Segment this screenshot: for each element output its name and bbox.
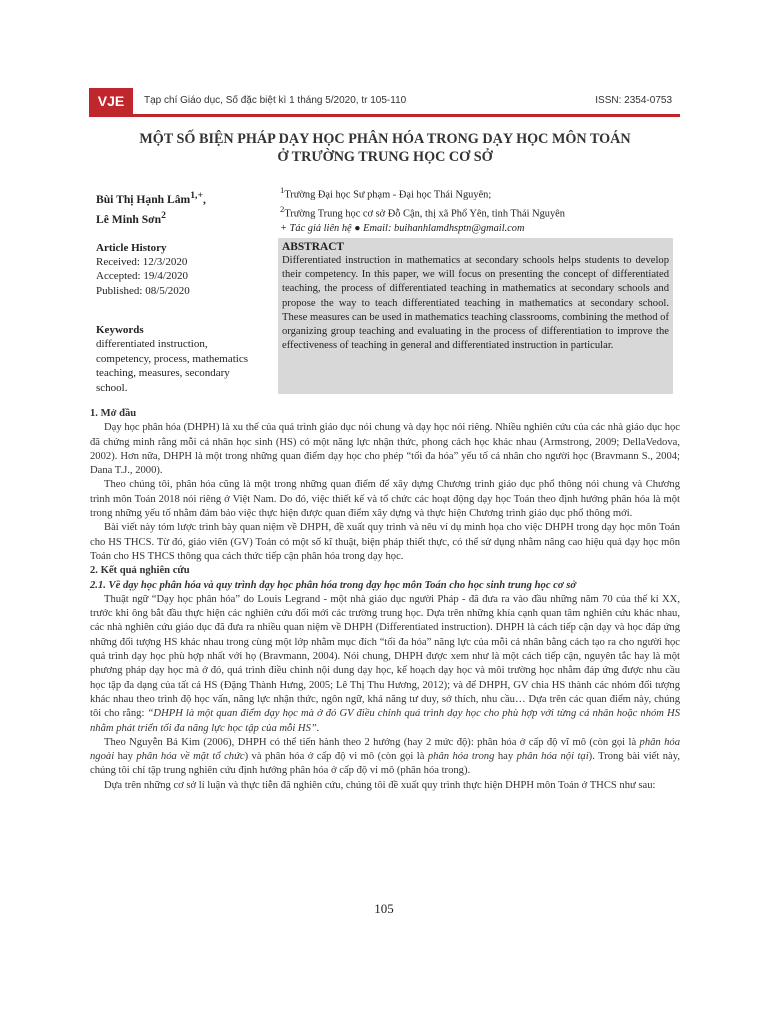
abstract-box	[278, 238, 673, 394]
paragraph: Dựa trên những cơ sở lí luận và thực tiễn đã nghiên cứu, chúng tôi đề xuất quy trình thực hiện DHPH môn Toán ở THCS như sau:	[104, 779, 656, 791]
subsection-heading: 2.1. Về dạy học phân hóa và quy trình dạy học phân hóa trong dạy học môn Toán cho học sinh trung học cơ sở	[90, 579, 577, 591]
journal-citation: Tạp chí Giáo dục, Số đặc biệt kì 1 tháng 5/2020, tr 105-110	[144, 95, 407, 106]
paragraph: Theo Nguyễn Bá Kim (2006), DHPH có thể tiến hành theo 2 hướng (hay 2 mức độ): phân hóa ở cấp độ vĩ mô (còn gọi là phân hóa ngoài hay phân hóa về mặt tổ chức) và phân hóa ở cấp độ vi mô (còn gọi là phân hóa trong hay phân hóa nội tại). Trong bài viết này, chúng tôi chỉ tập trung nghiên cứu định hướng phân hóa ở cấp độ vi mô (phân hóa trong).	[90, 736, 680, 777]
abstract-heading: ABSTRACT	[282, 241, 345, 253]
paragraph: Bài viết này tóm lược trình bày quan niệm về DHPH, đề xuất quy trình và nêu ví dụ minh họa cho việc DHPH trong dạy học môn Toán cho HS THCS. Từ đó, giáo viên (GV) Toán có một số kĩ thuật, biện pháp thiết thực, có thể sử dụng nhằm nâng cao hiệu quả dạy học môn Toán cho HS THCS thông qua cách thức tiếp cận phân hóa trong dạy học.	[90, 522, 680, 562]
section-heading: 1. Mở đầu	[90, 408, 137, 419]
page-number: 105	[374, 901, 394, 916]
paragraph: Thuật ngữ “Dạy học phân hóa” do Louis Legrand - một nhà giáo dục người Pháp - đã đưa ra vào đầu những năm 70 của thế kỉ XX, trước khi ông bắt đầu thực hiện các nghiên cứu đổi mới các trường trung học. Dựa trên những khía cạnh quan tâm nghiên cứu khác nhau, các nhà nghiên cứu giáo dục đã đưa ra nhiều quan niệm về DHPH (Differentiated instruction). DHPH là cách tiếp cận dạy và học đáp ứng những đối tượng HS khác nhau trong cùng một lớp nhằm mục đích “tối đa hóa” năng lực của mỗi cá nhân bằng cách tạo ra cho người học quá trình dạy học phù hợp nhất với họ (Bravmann, 2004). Nói chung, DHPH được xem như là một cách tiếp cận, nguyên tắc hay là một phương pháp dạy học mà ở đó, quá trình điều chỉnh nội dung dạy học, kế hoạch dạy học và môi trường học nhằm đáp ứng được nhu cầu học tập đa dạng của tất cả HS (Đặng Thành Hưng, 2005; Lê Thị Thu Hương, 2012); và để DHPH, GV chia HS thành các nhóm đối tượng khác nhau theo trình độ học vấn, năng lực nhận thức, ngôn ngữ, khả năng tư duy, sở thích, nhu cầu… Dựa trên các quan điểm này, chúng tôi cho rằng: “DHPH là một quan điểm dạy học mà ở đó GV điều chỉnh quá trình dạy học cho phù hợp với từng cá nhân hoặc nhóm HS nhằm phát triển tối đa năng lực học tập của mỗi HS”.	[90, 593, 680, 734]
paragraph: Theo chúng tôi, phân hóa cũng là một trong những quan điểm để xây dựng Chương trình giáo dục phổ thông nói chung và Chương trình môn Toán 2018 nói riêng ở Việt Nam. Do đó, việc thiết kế và tổ chức các hoạt động dạy học Toán theo định hướng phân hóa là một trong những yếu tố nhằm đảm bảo việc thực hiện được quan điểm xây dựng và thực hiện Chương trình giáo dục phổ thông mới.	[90, 479, 680, 520]
author-2: Lê Minh Sơn$^2$	[96, 209, 166, 226]
corresponding-email: + Tác giả liên hệ ● Email: buihanhlamdhsptn@gmail.com	[280, 222, 525, 234]
title-line-1: MỘT SỐ BIỆN PHÁP DẠY HỌC PHÂN HÓA TRONG DẠY HỌC MÔN TOÁN	[139, 131, 631, 147]
journal-header	[89, 88, 680, 117]
section-heading: 2. Kết quả nghiên cứu	[90, 565, 190, 577]
issn: ISSN: 2354-0753	[595, 95, 672, 106]
article-history	[96, 241, 266, 298]
title-line-2: Ở TRƯỜNG TRUNG HỌC CƠ SỞ	[277, 149, 493, 165]
definition-quote: “DHPH là một quan điểm dạy học mà ở đó GV điều chỉnh quá trình dạy học cho phù hợp với từng cá nhân hoặc nhóm HS nhằm phát triển tối đa năng lực học tập của mỗi HS”.	[90, 708, 680, 734]
affiliations	[280, 183, 680, 236]
accepted-date: Accepted: 19/4/2020	[96, 270, 188, 283]
journal-logo: VJE	[89, 88, 133, 114]
affiliation-2: $^2$Trường Trung học cơ sở Đỗ Cận, thị xã Phổ Yên, tỉnh Thái Nguyên	[280, 204, 565, 220]
affiliation-1: $^1$Trường Đại học Sư phạm - Đại học Thái Nguyên;	[280, 185, 492, 201]
article-body	[90, 407, 680, 793]
paragraph: Dạy học phân hóa (DHPH) là xu thế của quá trình giáo dục nói chung và dạy học nói riêng. Nhiều nghiên cứu của các nhà giáo dục học đã chứng minh rằng mỗi cá nhân học sinh (HS) có một năng lực nhận thức, phong cách học khác nhau (Armstrong, 2009; DellaVedova, 2002). Hơn nữa, DHPH là một trong những quan điểm dạy học cho phép “tối đa hóa” yếu tố cá nhân cho người học (Bravmann S., 2004; Dana T.J., 2000).	[90, 422, 680, 477]
abstract-text: Differentiated instruction in mathematics at secondary schools helps students to develop their competency. In this paper, we will focus on presenting the concept of differentiated teaching, the process of differentiated teaching in mathematics at secondary schools and propose the way to teach differentiated teaching in mathematics at secondary school. These measures can be used in mathematics teaching classrooms, combining the method of organizing group teaching and evaluating in the process of differentiation to improve the effectiveness of teaching in general and differentiated instruction in particular.	[282, 255, 669, 352]
keywords-text: differentiated instruction, competency, process, mathematics teaching, measures, secondary school.	[96, 338, 249, 394]
keywords-heading: Keywords	[96, 324, 144, 336]
received-date: Received: 12/3/2020	[96, 256, 188, 269]
author-list	[96, 188, 266, 228]
paper-title	[80, 130, 690, 166]
published-date: Published: 08/5/2020	[96, 284, 190, 297]
author-1: Bùi Thị Hạnh Lâm$^{1,+}$,	[96, 190, 206, 206]
article-history-heading: Article History	[96, 242, 167, 254]
keywords	[96, 323, 261, 395]
